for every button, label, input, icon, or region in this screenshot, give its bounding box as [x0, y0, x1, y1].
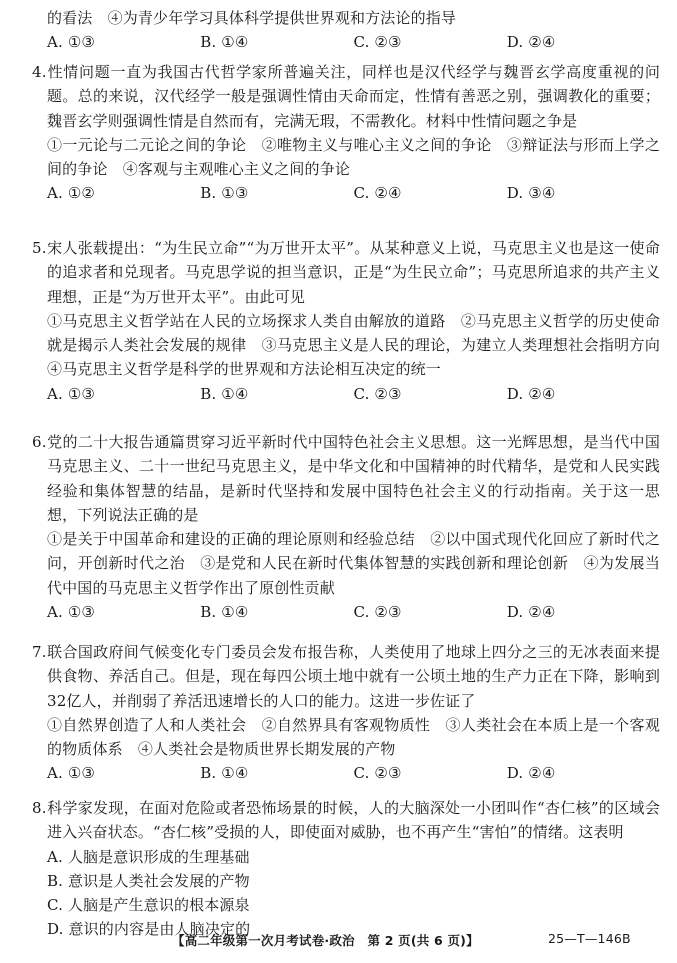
- option-a[interactable]: A. ①③: [47, 384, 96, 403]
- question-choices: ①是关于中国革命和建设的正确的理论原则和经验总结 ②以中国式现代化回应了新时代之问，开创新时代之治 ③是党和人民在新时代集体智慧的实践创新和理论创新 ④为发展当代中国的马克思主义哲学作出了原创性贡献: [47, 530, 660, 597]
- question-4-options: [32, 181, 660, 205]
- question-number: 6.: [32, 433, 47, 451]
- question-5-options: [32, 382, 660, 406]
- question-choices: ①马克思主义哲学站在人民的立场探求人类自由解放的道路 ②马克思主义哲学的历史使命就是揭示人类社会发展的规律 ③马克思主义是人民的理论，为建立人类理想社会指明方向 ④马克思主义哲学是科学的世界观和方法论相互决定的统一: [47, 311, 676, 379]
- option-c[interactable]: C. 人脑是产生意识的根本源泉: [47, 896, 250, 915]
- question-7-options: [32, 761, 660, 785]
- option-d[interactable]: D. ②④: [506, 764, 556, 783]
- option-a[interactable]: A. ①③: [47, 33, 96, 52]
- option-c[interactable]: C. ②③: [353, 764, 402, 783]
- question-number: 8.: [32, 799, 47, 817]
- option-b[interactable]: B. ①④: [200, 384, 249, 403]
- question-number: 4.: [32, 63, 47, 81]
- option-d[interactable]: D. ②④: [506, 384, 556, 403]
- option-b[interactable]: B. ①④: [200, 33, 249, 52]
- question-stem: 性情问题一直为我国古代哲学家所普遍关注，同样也是汉代经学与魏晋玄学高度重视的问题。总的来说，汉代经学一般是强调性情由天命而定，性情有善恶之别，强调教化的重要；魏晋玄学则强调性情是自然而有，完满无瑕，不需教化。材料中性情问题之争是: [47, 63, 660, 130]
- question-3-line: 的看法 ④为青少年学习具体科学提供世界观和方法论的指导: [47, 9, 457, 27]
- question-3-options: [32, 30, 660, 54]
- option-b[interactable]: B. ①④: [200, 603, 249, 622]
- option-d[interactable]: D. ②④: [506, 603, 556, 622]
- option-d[interactable]: D. 意识的内容是由人脑决定的: [47, 920, 251, 939]
- question-number: 5.: [32, 239, 47, 257]
- footer-code: 25—T—146B: [548, 931, 631, 946]
- question-8-options: [32, 845, 660, 942]
- question-stem: 党的二十大报告通篇贯穿习近平新时代中国特色社会主义思想。这一光辉思想，是当代中国马克思主义、二十一世纪马克思主义，是中华文化和中国精神的时代精华，是党和人民实践经验和集体智慧的结晶，是新时代坚持和发展中国特色社会主义的行动指南。关于这一思想，下列说法正确的是: [47, 433, 660, 524]
- question-6: [32, 430, 660, 624]
- option-b[interactable]: B. 意识是人类社会发展的产物: [47, 871, 250, 890]
- option-d[interactable]: D. ③④: [506, 184, 556, 203]
- option-d[interactable]: D. ②④: [506, 33, 556, 52]
- option-b[interactable]: B. ①③: [200, 184, 249, 203]
- question-number: 7.: [32, 643, 47, 661]
- option-c[interactable]: C. ②④: [353, 184, 402, 203]
- question-stem: 联合国政府间气候变化专门委员会发布报告称，人类使用了地球上四分之三的无冰表面来提供食物、养活自己。但是，现在每四公顷土地中就有一公顷土地的生产力正在下降，影响到32亿人，并削弱了养活迅速增长的人口的能力。这进一步佐证了: [47, 643, 660, 710]
- option-b[interactable]: B. ①④: [200, 764, 249, 783]
- question-3-tail: [32, 6, 660, 55]
- question-7: [32, 640, 660, 786]
- question-5: [32, 236, 676, 406]
- option-a[interactable]: A. ①③: [47, 603, 96, 622]
- question-4: [32, 60, 660, 206]
- question-6-options: [32, 600, 660, 624]
- option-c[interactable]: C. ②③: [353, 603, 402, 622]
- option-c[interactable]: C. ②③: [353, 33, 402, 52]
- option-a[interactable]: A. 人脑是意识形成的生理基础: [47, 847, 250, 866]
- question-stem: 宋人张载提出：“为生民立命”“为万世开太平”。从某种意义上说，马克思主义也是这一使命的追求者和兑现者。马克思学说的担当意识，正是“为生民立命”；马克思所追求的共产主义理想，正是“为万世开太平”。由此可见: [47, 239, 660, 306]
- option-c[interactable]: C. ②③: [353, 384, 402, 403]
- question-choices: ①一元论与二元论之间的争论 ②唯物主义与唯心主义之间的争论 ③辩证法与形而上学之间的争论 ④客观与主观唯心主义之间的争论: [47, 135, 660, 179]
- footer-title: 【高二年级第一次月考试卷·政治 第 2 页(共 6 页)】: [172, 933, 479, 948]
- question-stem: 科学家发现，在面对危险或者恐怖场景的时候，人的大脑深处一小团叫作“杏仁核”的区域会进入兴奋状态。“杏仁核”受损的人，即使面对威胁，也不再产生“害怕”的情绪。这表明: [47, 799, 660, 842]
- question-8: [32, 796, 660, 942]
- option-a[interactable]: A. ①③: [47, 764, 96, 783]
- question-choices: ①自然界创造了人和人类社会 ②自然界具有客观物质性 ③人类社会在本质上是一个客观的物质体系 ④人类社会是物质世界长期发展的产物: [47, 715, 660, 759]
- option-a[interactable]: A. ①②: [47, 184, 96, 203]
